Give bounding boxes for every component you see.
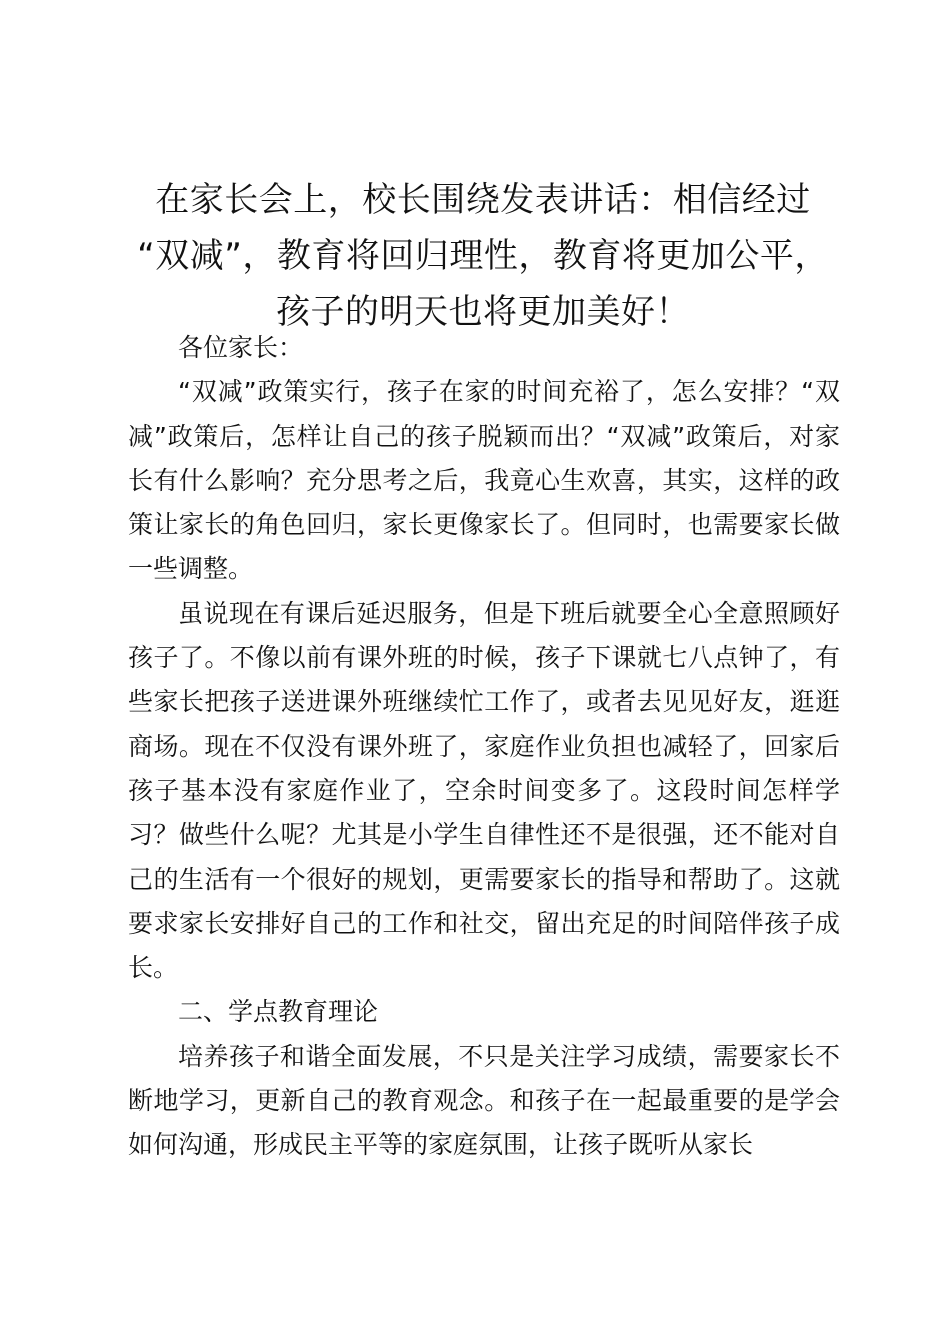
salutation: 各位家长： <box>178 333 304 362</box>
title-line-1: 在家长会上，校长围绕发表讲话：相信经过 <box>155 180 811 220</box>
title-line-2: “双减”，教育将回归理性，教育将更加公平， <box>137 236 829 276</box>
title-line-3: 孩子的明天也将更加美好！ <box>276 292 690 332</box>
document-body <box>128 326 840 1168</box>
section-heading: 二、学点教育理论 <box>178 997 379 1027</box>
document-title <box>128 172 838 340</box>
paragraph-3: 培养孩子和谐全面发展，不只是关注学习成绩，需要家长不断地学习，更新自己的教育观念。和孩子在一起最重要的是学会如何沟通，形成民主平等的家庭氛围，让孩子既听从家长 <box>128 1041 840 1160</box>
paragraph-1: “双减”政策实行，孩子在家的时间充裕了，怎么安排？“双减”政策后，怎样让自己的孩子脱颖而出？“双减”政策后，对家长有什么影响？充分思考之后，我竟心生欢喜，其实，这样的政策让家长的角色回归，家长更像家长了。但同时，也需要家长做一些调整。 <box>128 377 840 584</box>
paragraph-2: 虽说现在有课后延迟服务，但是下班后就要全心全意照顾好孩子了。不像以前有课外班的时候，孩子下课就七八点钟了，有些家长把孩子送进课外班继续忙工作了，或者去见见好友，逛逛商场。现在不仅没有课外班了，家庭作业负担也减轻了，回家后孩子基本没有家庭作业了，空余时间变多了。这段时间怎样学习？做些什么呢？尤其是小学生自律性还不是很强，还不能对自己的生活有一个很好的规划，更需要家长的指导和帮助了。这就要求家长安排好自己的工作和社交，留出充足的时间陪伴孩子成长。 <box>128 598 840 983</box>
